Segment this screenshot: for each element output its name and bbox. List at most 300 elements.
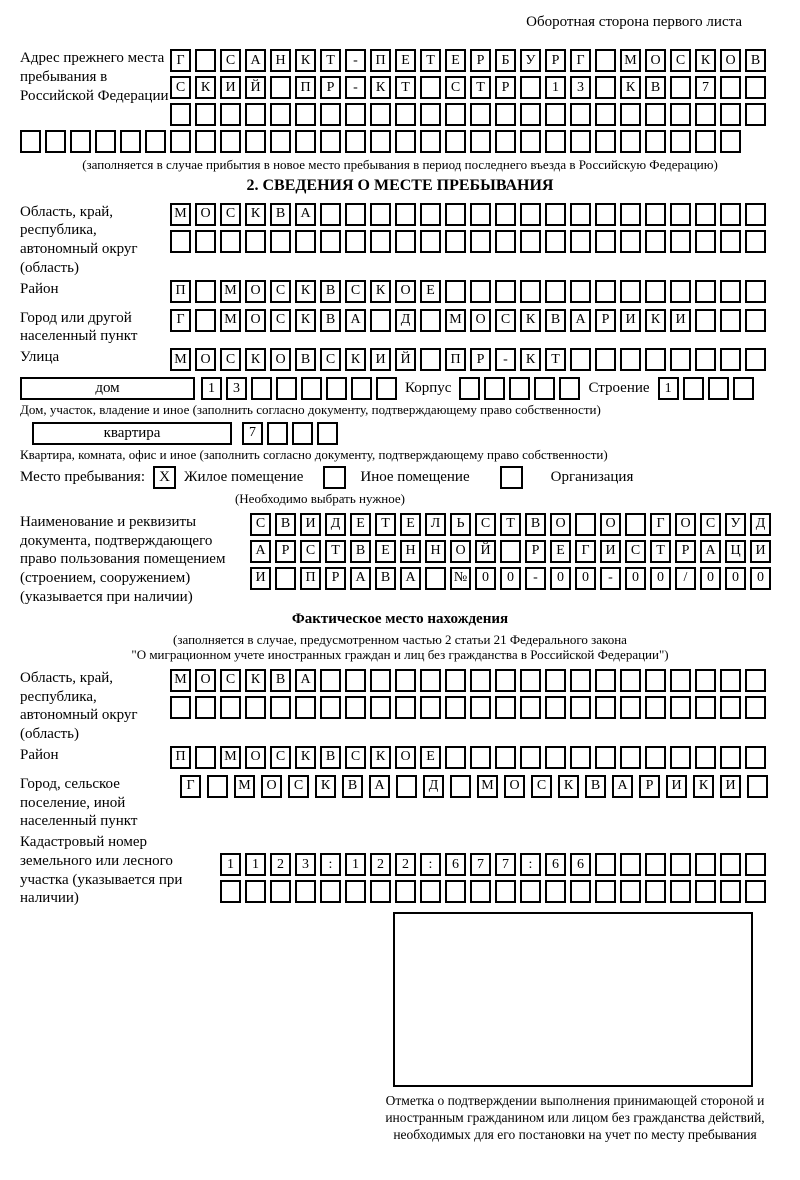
char-box[interactable]: И [720,775,741,798]
char-box[interactable]: О [450,540,471,563]
char-box[interactable] [370,669,391,692]
char-box[interactable]: 1 [345,853,366,876]
char-box[interactable] [620,280,641,303]
char-box[interactable]: И [250,567,271,590]
char-box[interactable] [745,696,766,719]
char-box[interactable] [570,669,591,692]
char-box[interactable] [620,230,641,253]
char-box[interactable]: Л [425,513,446,536]
char-box[interactable] [420,696,441,719]
char-box[interactable] [195,280,216,303]
char-box[interactable]: У [520,49,541,72]
char-box[interactable]: П [370,49,391,72]
apartment-type-box[interactable]: квартира [32,422,232,445]
char-box[interactable] [520,696,541,719]
stroenie-row[interactable] [658,377,754,400]
char-box[interactable] [395,669,416,692]
char-box[interactable]: К [520,348,541,371]
actual-region-row-1[interactable] [170,669,766,692]
char-box[interactable] [420,348,441,371]
char-box[interactable] [670,203,691,226]
char-box[interactable] [495,130,516,153]
char-box[interactable] [345,103,366,126]
char-box[interactable] [245,880,266,903]
char-box[interactable] [520,669,541,692]
char-box[interactable] [495,103,516,126]
char-box[interactable] [595,76,616,99]
char-box[interactable] [500,540,521,563]
char-box[interactable]: В [275,513,296,536]
char-box[interactable] [445,203,466,226]
char-box[interactable]: 7 [470,853,491,876]
char-box[interactable] [620,203,641,226]
cadastral-row-2[interactable] [220,880,766,903]
char-box[interactable]: А [295,203,316,226]
char-box[interactable]: М [445,309,466,332]
char-box[interactable] [520,280,541,303]
char-box[interactable]: М [220,280,241,303]
char-box[interactable] [495,880,516,903]
char-box[interactable] [520,203,541,226]
char-box[interactable] [683,377,704,400]
char-box[interactable] [708,377,729,400]
char-box[interactable]: К [295,49,316,72]
char-box[interactable] [370,103,391,126]
char-box[interactable] [420,669,441,692]
char-box[interactable] [745,309,766,332]
char-box[interactable] [620,746,641,769]
char-box[interactable] [345,669,366,692]
char-box[interactable] [295,230,316,253]
char-box[interactable]: А [400,567,421,590]
char-box[interactable] [270,130,291,153]
char-box[interactable] [470,103,491,126]
street-row[interactable] [170,348,766,371]
char-box[interactable] [720,76,741,99]
actual-city-row[interactable] [180,775,768,798]
char-box[interactable] [484,377,505,400]
char-box[interactable] [320,669,341,692]
char-box[interactable]: Д [325,513,346,536]
char-box[interactable] [545,130,566,153]
char-box[interactable]: К [295,746,316,769]
char-box[interactable] [195,309,216,332]
char-box[interactable] [420,309,441,332]
char-box[interactable] [470,669,491,692]
char-box[interactable] [20,130,41,153]
char-box[interactable]: О [195,203,216,226]
char-box[interactable]: Р [595,309,616,332]
char-box[interactable] [370,203,391,226]
char-box[interactable] [301,377,322,400]
char-box[interactable]: 0 [650,567,671,590]
char-box[interactable]: С [700,513,721,536]
char-box[interactable] [745,280,766,303]
char-box[interactable]: Е [445,49,466,72]
char-box[interactable] [545,230,566,253]
char-box[interactable] [195,130,216,153]
char-box[interactable] [670,669,691,692]
char-box[interactable]: : [420,853,441,876]
char-box[interactable] [670,280,691,303]
char-box[interactable]: Г [170,49,191,72]
char-box[interactable]: Р [470,348,491,371]
char-box[interactable]: О [195,669,216,692]
city-row[interactable] [170,309,766,332]
char-box[interactable] [295,880,316,903]
char-box[interactable]: О [504,775,525,798]
char-box[interactable] [670,348,691,371]
char-box[interactable]: В [295,348,316,371]
stay-type-checkbox-residential[interactable]: X [153,466,176,489]
char-box[interactable]: В [545,309,566,332]
char-box[interactable]: А [250,540,271,563]
char-box[interactable] [520,130,541,153]
char-box[interactable]: Б [495,49,516,72]
char-box[interactable] [270,880,291,903]
char-box[interactable] [595,669,616,692]
char-box[interactable] [320,230,341,253]
char-box[interactable]: 0 [750,567,771,590]
char-box[interactable] [470,696,491,719]
char-box[interactable]: К [693,775,714,798]
char-box[interactable]: Р [639,775,660,798]
char-box[interactable] [345,880,366,903]
char-box[interactable]: 7 [695,76,716,99]
char-box[interactable] [420,230,441,253]
char-box[interactable]: А [350,567,371,590]
char-box[interactable]: Н [400,540,421,563]
char-box[interactable] [270,76,291,99]
char-box[interactable] [396,775,417,798]
char-box[interactable]: К [245,348,266,371]
char-box[interactable]: С [475,513,496,536]
char-box[interactable]: : [320,853,341,876]
char-box[interactable]: М [477,775,498,798]
char-box[interactable] [534,377,555,400]
char-box[interactable] [645,280,666,303]
char-box[interactable] [370,696,391,719]
char-box[interactable]: У [725,513,746,536]
char-box[interactable] [495,696,516,719]
char-box[interactable] [745,76,766,99]
char-box[interactable] [450,775,471,798]
document-row-3[interactable] [250,567,771,590]
char-box[interactable]: 0 [550,567,571,590]
char-box[interactable] [545,669,566,692]
char-box[interactable] [370,880,391,903]
char-box[interactable] [670,130,691,153]
char-box[interactable] [570,103,591,126]
char-box[interactable] [545,280,566,303]
char-box[interactable]: Г [170,309,191,332]
char-box[interactable]: 3 [295,853,316,876]
char-box[interactable]: - [345,76,366,99]
char-box[interactable] [470,280,491,303]
char-box[interactable] [395,130,416,153]
char-box[interactable] [245,130,266,153]
char-box[interactable] [195,49,216,72]
char-box[interactable] [445,103,466,126]
char-box[interactable]: С [288,775,309,798]
char-box[interactable] [595,49,616,72]
char-box[interactable] [220,130,241,153]
char-box[interactable]: В [645,76,666,99]
char-box[interactable]: Е [420,746,441,769]
char-box[interactable] [275,567,296,590]
char-box[interactable] [195,746,216,769]
char-box[interactable] [395,880,416,903]
char-box[interactable]: К [295,280,316,303]
char-box[interactable] [495,280,516,303]
char-box[interactable] [520,880,541,903]
char-box[interactable] [251,377,272,400]
char-box[interactable] [470,130,491,153]
char-box[interactable] [326,377,347,400]
char-box[interactable] [645,746,666,769]
char-box[interactable]: Р [675,540,696,563]
char-box[interactable] [645,230,666,253]
char-box[interactable] [695,746,716,769]
char-box[interactable] [170,130,191,153]
char-box[interactable]: В [342,775,363,798]
char-box[interactable]: О [550,513,571,536]
char-box[interactable]: С [345,280,366,303]
char-box[interactable] [745,669,766,692]
char-box[interactable]: П [170,746,191,769]
char-box[interactable]: К [295,309,316,332]
char-box[interactable] [445,696,466,719]
char-box[interactable] [495,669,516,692]
char-box[interactable] [95,130,116,153]
char-box[interactable]: М [170,203,191,226]
char-box[interactable]: В [745,49,766,72]
char-box[interactable] [720,103,741,126]
char-box[interactable]: - [495,348,516,371]
char-box[interactable] [720,696,741,719]
char-box[interactable]: Р [275,540,296,563]
cadastral-row-1[interactable] [220,853,766,876]
char-box[interactable]: И [750,540,771,563]
char-box[interactable] [695,669,716,692]
char-box[interactable]: О [720,49,741,72]
char-box[interactable]: И [620,309,641,332]
char-box[interactable]: Д [395,309,416,332]
char-box[interactable]: А [700,540,721,563]
char-box[interactable] [620,880,641,903]
char-box[interactable]: 1 [545,76,566,99]
char-box[interactable] [733,377,754,400]
char-box[interactable]: А [570,309,591,332]
char-box[interactable] [470,203,491,226]
char-box[interactable] [559,377,580,400]
char-box[interactable]: А [612,775,633,798]
char-box[interactable] [670,696,691,719]
char-box[interactable] [595,348,616,371]
char-box[interactable]: 6 [570,853,591,876]
char-box[interactable] [595,746,616,769]
char-box[interactable]: Д [750,513,771,536]
char-box[interactable] [320,103,341,126]
char-box[interactable] [570,746,591,769]
char-box[interactable]: № [450,567,471,590]
char-box[interactable]: 0 [500,567,521,590]
char-box[interactable] [520,230,541,253]
char-box[interactable] [220,103,241,126]
char-box[interactable]: Г [570,49,591,72]
char-box[interactable] [445,669,466,692]
char-box[interactable] [595,853,616,876]
char-box[interactable]: К [370,746,391,769]
char-box[interactable]: М [220,309,241,332]
char-box[interactable] [720,203,741,226]
char-box[interactable] [745,348,766,371]
char-box[interactable]: Г [650,513,671,536]
char-box[interactable]: О [395,280,416,303]
char-box[interactable] [245,103,266,126]
char-box[interactable]: С [220,348,241,371]
char-box[interactable]: И [600,540,621,563]
char-box[interactable] [695,280,716,303]
char-box[interactable] [376,377,397,400]
char-box[interactable] [745,746,766,769]
char-box[interactable]: С [270,309,291,332]
char-box[interactable]: Е [400,513,421,536]
char-box[interactable]: И [666,775,687,798]
char-box[interactable] [545,746,566,769]
char-box[interactable] [245,230,266,253]
char-box[interactable] [520,103,541,126]
char-box[interactable]: 1 [220,853,241,876]
district-row[interactable] [170,280,766,303]
char-box[interactable] [170,230,191,253]
char-box[interactable]: Н [270,49,291,72]
char-box[interactable]: Т [420,49,441,72]
char-box[interactable]: 2 [395,853,416,876]
char-box[interactable]: С [250,513,271,536]
char-box[interactable]: Й [245,76,266,99]
char-box[interactable] [395,203,416,226]
char-box[interactable] [570,130,591,153]
char-box[interactable] [720,853,741,876]
char-box[interactable] [745,853,766,876]
char-box[interactable] [570,280,591,303]
char-box[interactable]: Т [545,348,566,371]
char-box[interactable] [445,230,466,253]
char-box[interactable]: К [620,76,641,99]
char-box[interactable]: П [300,567,321,590]
char-box[interactable] [45,130,66,153]
char-box[interactable] [645,853,666,876]
char-box[interactable]: М [620,49,641,72]
char-box[interactable] [745,230,766,253]
char-box[interactable] [420,130,441,153]
char-box[interactable] [720,669,741,692]
char-box[interactable] [720,280,741,303]
char-box[interactable] [420,203,441,226]
char-box[interactable] [345,130,366,153]
char-box[interactable] [220,230,241,253]
char-box[interactable] [720,348,741,371]
char-box[interactable]: 3 [226,377,247,400]
char-box[interactable] [595,130,616,153]
char-box[interactable] [720,880,741,903]
char-box[interactable] [509,377,530,400]
char-box[interactable] [695,348,716,371]
char-box[interactable] [645,669,666,692]
char-box[interactable]: Р [320,76,341,99]
char-box[interactable]: М [234,775,255,798]
char-box[interactable]: К [520,309,541,332]
char-box[interactable] [670,880,691,903]
char-box[interactable]: С [625,540,646,563]
char-box[interactable]: С [220,203,241,226]
char-box[interactable] [395,230,416,253]
char-box[interactable] [320,130,341,153]
char-box[interactable] [425,567,446,590]
char-box[interactable]: В [270,203,291,226]
char-box[interactable] [395,696,416,719]
char-box[interactable]: Т [375,513,396,536]
char-box[interactable]: Т [320,49,341,72]
char-box[interactable]: - [345,49,366,72]
char-box[interactable]: М [220,746,241,769]
char-box[interactable]: К [195,76,216,99]
char-box[interactable]: Ь [450,513,471,536]
char-box[interactable]: Т [470,76,491,99]
document-row-1[interactable] [250,513,771,536]
char-box[interactable]: С [300,540,321,563]
stay-type-checkbox-organization[interactable] [500,466,523,489]
char-box[interactable]: 7 [495,853,516,876]
document-row-2[interactable] [250,540,771,563]
char-box[interactable]: И [300,513,321,536]
char-box[interactable]: 0 [725,567,746,590]
char-box[interactable]: О [600,513,621,536]
char-box[interactable]: 0 [475,567,496,590]
char-box[interactable] [645,696,666,719]
char-box[interactable]: 0 [625,567,646,590]
region-row-1[interactable] [170,203,766,226]
char-box[interactable]: Р [470,49,491,72]
char-box[interactable] [170,696,191,719]
char-box[interactable] [645,130,666,153]
char-box[interactable]: 1 [245,853,266,876]
char-box[interactable] [351,377,372,400]
char-box[interactable]: С [320,348,341,371]
korpus-row[interactable] [459,377,580,400]
char-box[interactable] [620,103,641,126]
char-box[interactable]: Е [395,49,416,72]
char-box[interactable] [745,203,766,226]
char-box[interactable] [270,230,291,253]
char-box[interactable] [595,230,616,253]
char-box[interactable]: В [320,746,341,769]
char-box[interactable] [170,103,191,126]
char-box[interactable]: 0 [575,567,596,590]
char-box[interactable] [345,696,366,719]
char-box[interactable]: С [270,746,291,769]
char-box[interactable]: 1 [201,377,222,400]
char-box[interactable]: 2 [370,853,391,876]
char-box[interactable]: 0 [700,567,721,590]
char-box[interactable]: Р [325,567,346,590]
char-box[interactable]: А [295,669,316,692]
char-box[interactable] [245,696,266,719]
char-box[interactable]: Е [350,513,371,536]
char-box[interactable] [720,230,741,253]
char-box[interactable] [747,775,768,798]
